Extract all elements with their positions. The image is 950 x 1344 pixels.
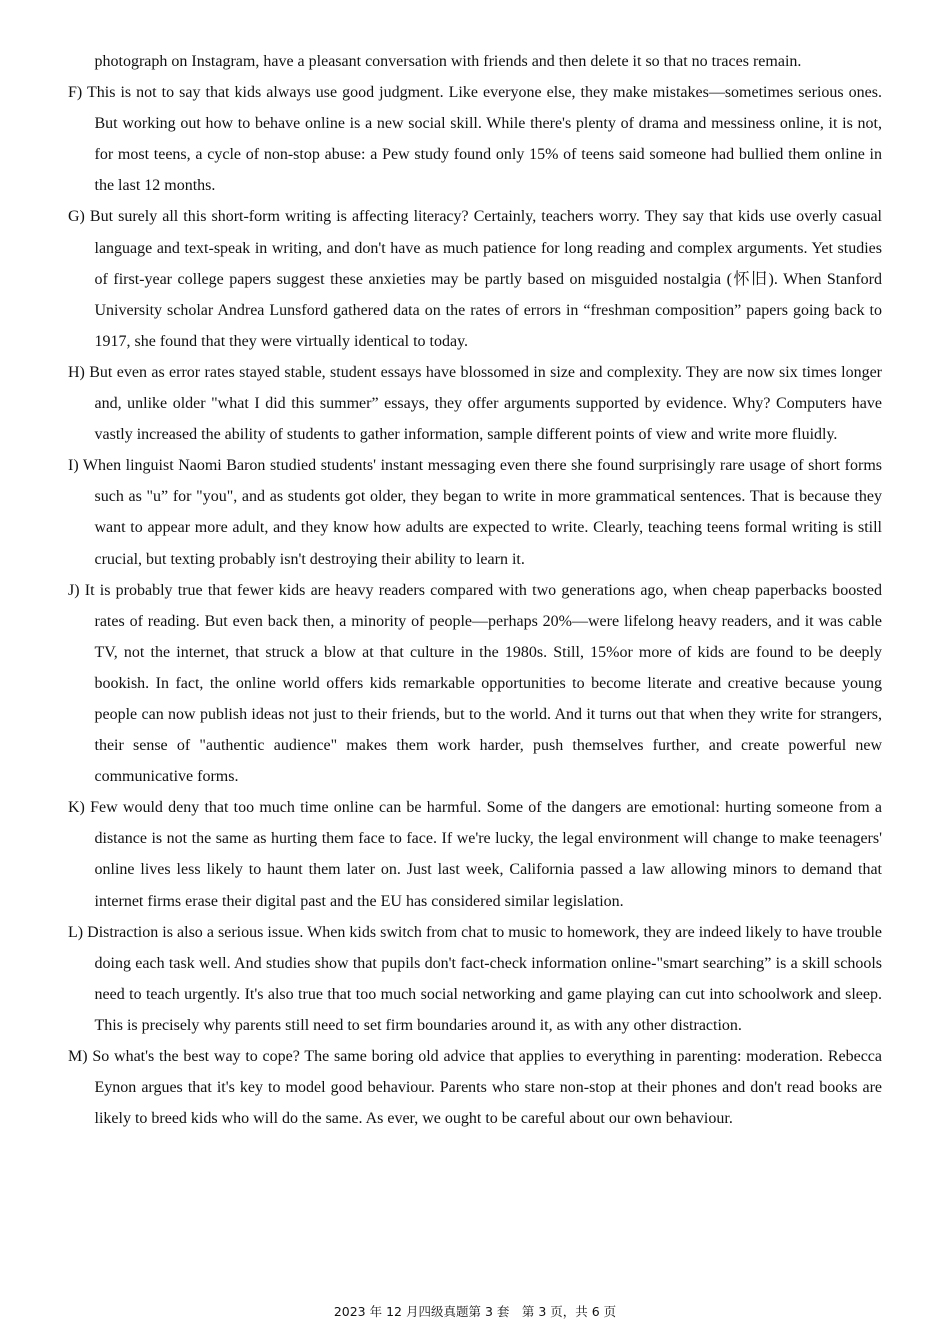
paragraph-h: H) But even as error rates stayed stable, student essays have blossomed in size and complexity. They are now six times longer and, unlike older "what I did this summer” essays, they offer arguments supported by evidence. Why? Computers have vastly increased the ability of students to gather information, sample different points of view and write more fluidly. bbox=[68, 363, 882, 444]
paragraph-g: G) But surely all this short-form writing is affecting literacy? Certainly, teachers worry. They say that kids use overly casual language and text-speak in writing, and don't have as much patience for long reading and complex arguments. Yet studies of first-year college papers suggest these anxieties may be partly based on misguided nostalgia (怀旧). When Stanford University scholar Andrea Lunsford gathered data on the rates of errors in “freshman composition” papers going back to 1917, she found that they were virtually identical to today. bbox=[68, 208, 882, 350]
paragraph-k: K) Few would deny that too much time online can be harmful. Some of the dangers are emotional: hurting someone from a distance is not the same as hurting them face to face. If we're lucky, the legal environment will change to make teenagers' online lives less likely to haunt them later on. Just last week, California passed a law allowing minors to demand that internet firms erase their digital past and the EU has considered similar legislation. bbox=[68, 799, 882, 910]
page-footer: 2023 年 12 月四级真题第 3 套 第 3 页，共 6 页 bbox=[333, 1304, 617, 1319]
paragraph-f: F) This is not to say that kids always use good judgment. Like everyone else, they make mistakes—sometimes serious ones. But working out how to behave online is a new social skill. While there's plenty of drama and messiness online, it is not, for most teens, a cycle of non-stop abuse: a Pew study found only 15% of teens said someone had bullied them online in the last 12 months. bbox=[68, 84, 882, 195]
paragraph-m: M) So what's the best way to cope? The same boring old advice that applies to everything in parenting: moderation. Rebecca Eynon argues that it's key to model good behaviour. Parents who stare non-stop at their phones and don't read books are likely to breed kids who will do the same. As ever, we ought to be careful about our own behaviour. bbox=[68, 1048, 882, 1128]
passage-body bbox=[68, 46, 882, 1134]
paragraph-i: I) When linguist Naomi Baron studied students' instant messaging even there she found surprisingly rare usage of short forms such as "u” for "you", and as students got older, they began to write in more grammatical sentences. That is because they want to appear more adult, and they know how adults are expected to write. Clearly, teaching teens formal writing is still crucial, but texting probably isn't destroying their ability to learn it. bbox=[68, 457, 882, 568]
paragraph-continued: photograph on Instagram, have a pleasant conversation with friends and then delete it so that no traces remain. bbox=[94, 53, 802, 70]
paragraph-j: J) It is probably true that fewer kids are heavy readers compared with two generations ago, when cheap paperbacks boosted rates of reading. But even back then, a minority of people—perhaps 20%—were lifelong heavy readers, and it was cable TV, not the internet, that struck a blow at that culture in the 1980s. Still, 15%or more of kids are found to be deeply bookish. In fact, the online world offers kids remarkable opportunities to become literate and creative because young people can now publish ideas not just to their friends, but to the world. And it turns out that when they write for strangers, their sense of "authentic audience" makes them work harder, push themselves further, and create powerful new communicative forms. bbox=[68, 581, 882, 786]
paragraph-l: L) Distraction is also a serious issue. When kids switch from chat to music to homework, they are indeed likely to have trouble doing each task well. And studies show that pupils don't fact-check information online-"smart searching” is a skill schools need to teach urgently. It's also true that too much social networking and game playing can cut into schoolwork and sleep. This is precisely why parents still need to set firm boundaries around it, as with any other distraction. bbox=[68, 923, 882, 1034]
